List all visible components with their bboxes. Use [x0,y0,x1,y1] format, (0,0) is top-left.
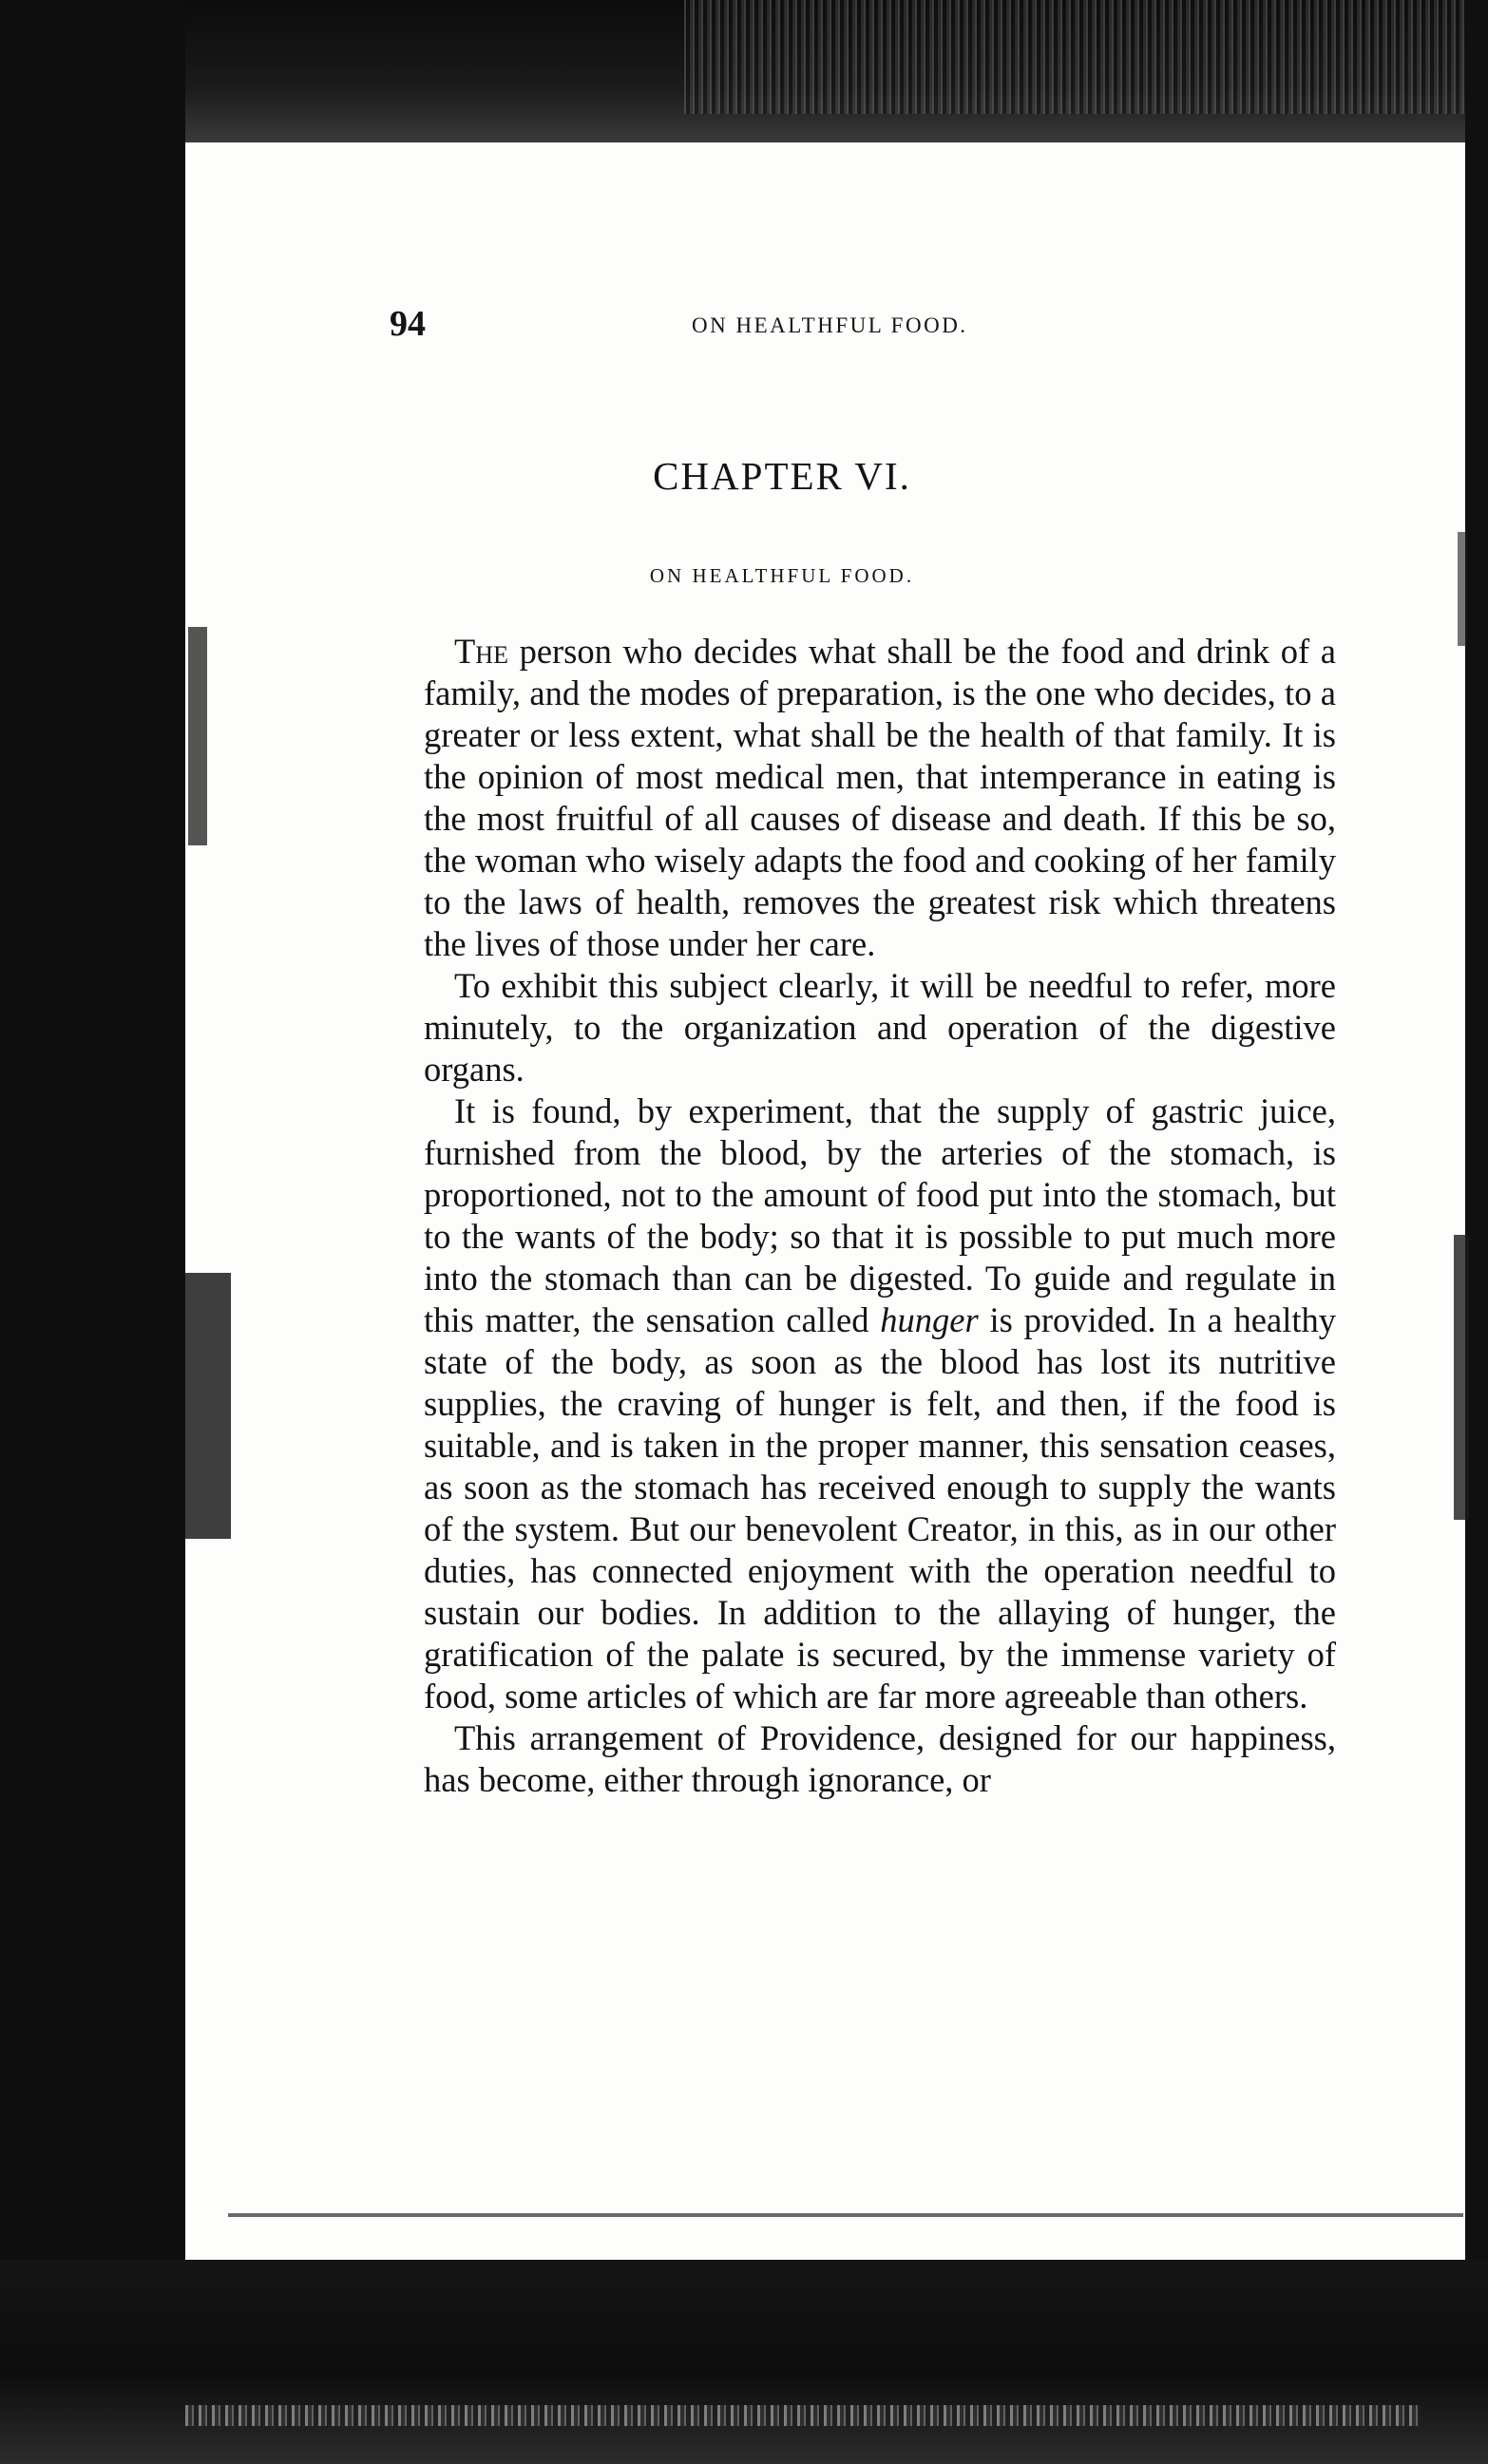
paragraph-lead-word: The [454,632,508,671]
scan-noise-bottom [185,2405,1421,2426]
paragraph [424,631,1336,965]
running-title: ON HEALTHFUL FOOD. [692,313,968,337]
scan-border-bottom [0,2260,1488,2464]
scan-streak [1454,1235,1469,1520]
paragraph-text: is provided. In a healthy state of the body, as soon as the blood has lost its nutritive supplies, the craving of hunger is felt, and then, if the food is suitable, and is taken in the proper manner, this sensation ceases, as soon as the stomach has received enough to supply the wants of the system. But our benevolent Creator, in this, as in our other duties, has connected enjoyment with the operation needful to sustain our bodies. In addition to the allaying of hunger, the gratification of the palate is secured, by the immense variety of food, some articles of which are far more agreeable than others. [424,1300,1336,1715]
scan-streak [185,1273,231,1539]
scan-border-right [1465,0,1488,2464]
paragraph-text: It is found, by experiment, that the supply of gastric juice, furnished from the blood, by the arteries of the stomach, is proportioned, not to the amount of food put into the stomach, but to the wants of the body; so that it is possible to put much more into the stomach than can be digested. To guide and regulate in this matter, the sensation called [424,1091,1336,1339]
running-head [390,302,1340,350]
scan-noise-top [684,0,1488,114]
body-text [424,631,1336,1801]
page-number: 94 [390,304,426,344]
chapter-number: CHAPTER VI. [653,454,911,498]
chapter-title: ON HEALTHFUL FOOD. [649,564,915,587]
scan-streak [188,627,207,845]
paragraph [424,1090,1336,1717]
emphasis-text: hunger [880,1300,979,1339]
paragraph-text: To exhibit this subject clearly, it will be needful to refer, more minutely, to the organization and operation of the digestive organs. [424,966,1336,1089]
scan-border-left [0,0,185,2464]
scan-streak [1458,532,1467,646]
paragraph [424,965,1336,1090]
paragraph [424,1717,1336,1801]
scan-rule [228,2213,1463,2217]
paragraph-text: person who decides what shall be the food and drink of a family, and the modes of preparation, is the one who decides, to a greater or less extent, what shall be the health of that family. It is the opinion of most medical men, that intemperance in eating is the most fruitful of all causes of disease and death. If this be so, the woman who wisely adapts the food and cooking of her family to the laws of health, removes the greatest risk which threatens the lives of those under her care. [424,632,1336,963]
paragraph-text: This arrangement of Providence, designed for our happiness, has become, either through ignorance, or [424,1718,1336,1799]
